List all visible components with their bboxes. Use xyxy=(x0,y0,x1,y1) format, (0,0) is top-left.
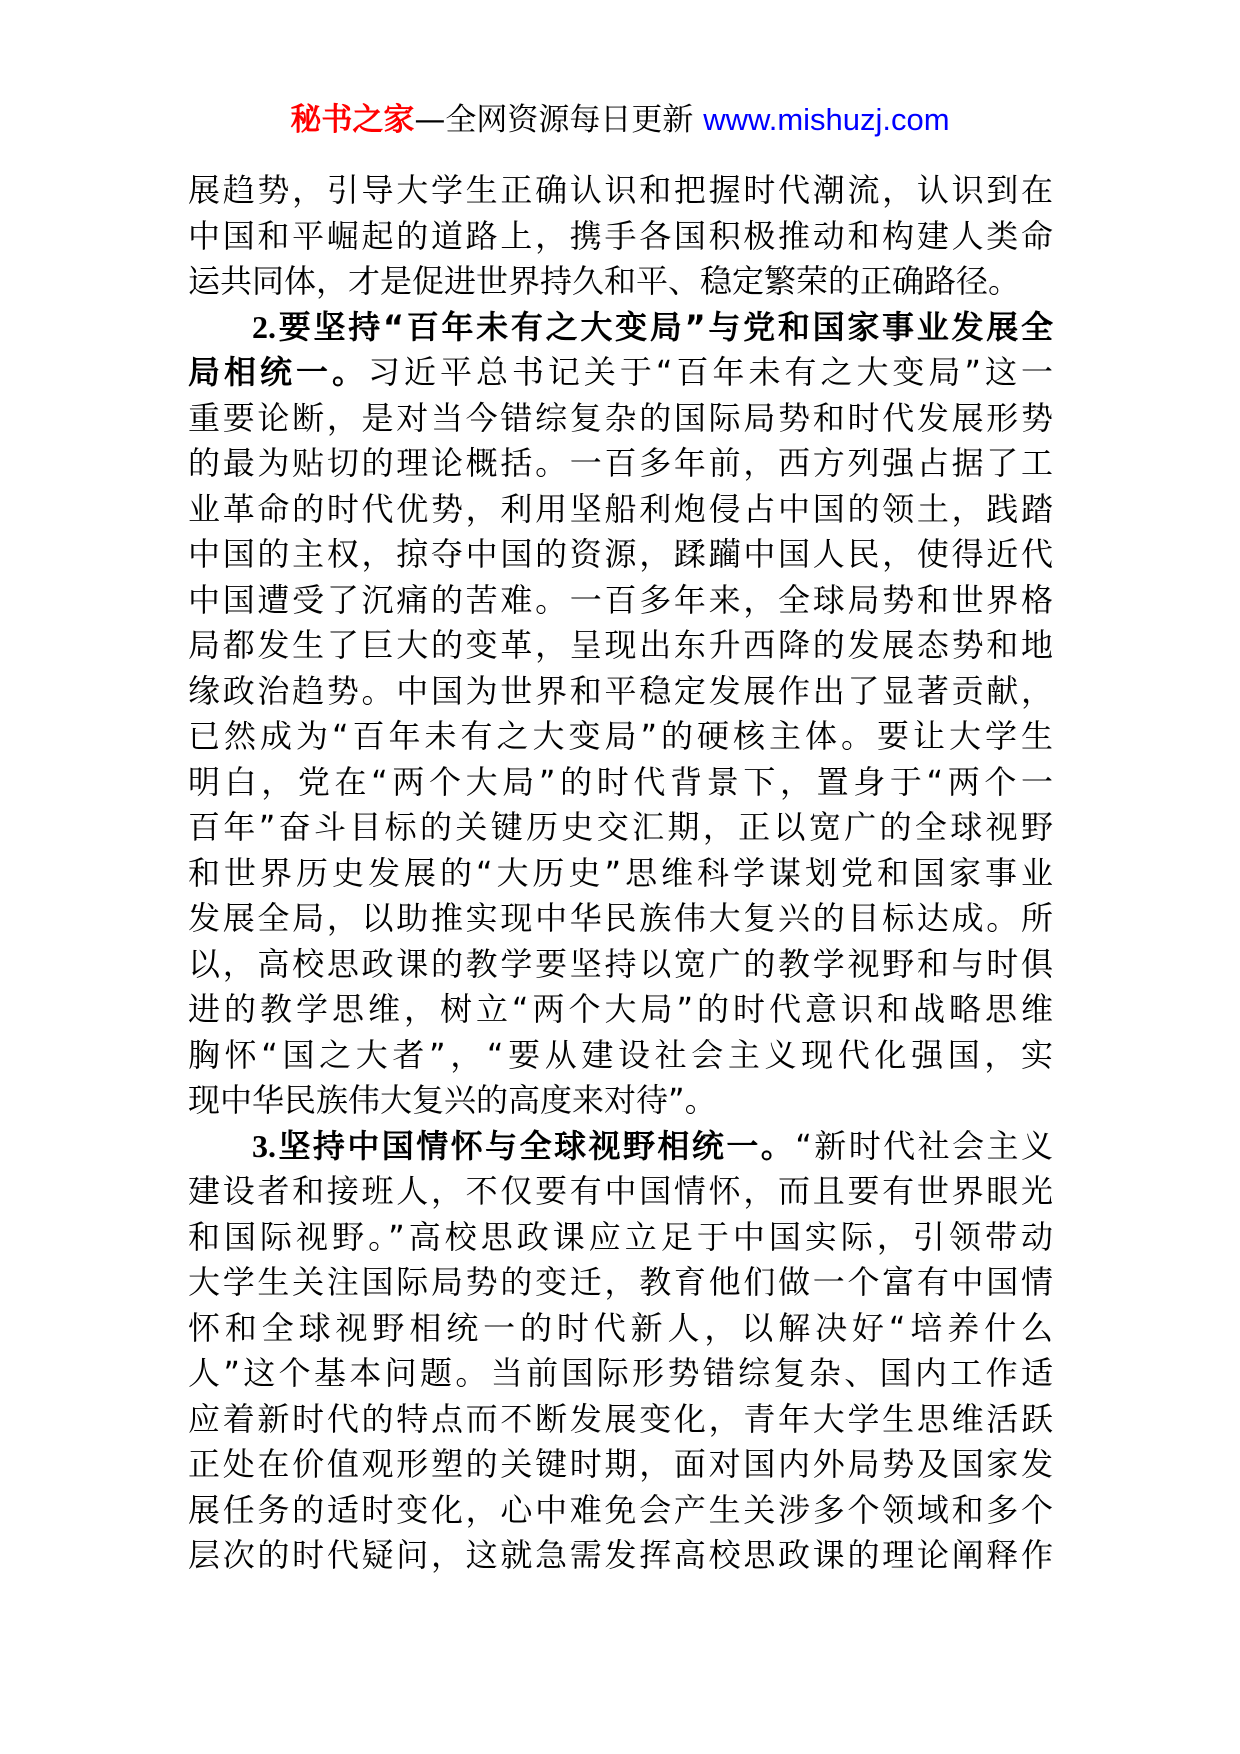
paragraph-text: 人”这个基本问题。当前国际形势错综复杂、国内工作适 xyxy=(188,1354,1053,1392)
section-heading: 要坚持“百年未有之大变局”与党和国家事业发展全 xyxy=(276,307,1053,346)
text-line xyxy=(188,1397,1053,1443)
paragraph-text: 明白，党在“两个大局”的时代背景下，置身于“两个一 xyxy=(188,762,1053,801)
paragraph-text: 的最为贴切的理论概括。一百多年前，西方列强占据了工 xyxy=(188,444,1053,482)
text-line xyxy=(188,1306,1053,1352)
text-line xyxy=(188,851,1053,897)
paragraph-text: 和国际视野。”高校思政课应立足于中国实际，引领带动 xyxy=(188,1217,1053,1256)
brand-name: 秘书之家 xyxy=(290,102,415,138)
text-line xyxy=(188,942,1053,988)
paragraph-text: 运共同体，才是促进世界持久和平、稳定繁荣的正确路径。 xyxy=(188,262,1021,300)
section-heading: 坚持中国情怀与全球视野相统一。 xyxy=(276,1126,796,1165)
paragraph-text: 怀和全球视野相统一的时代新人，以解决好“培养什么 xyxy=(188,1308,1053,1347)
text-line xyxy=(188,168,1053,214)
text-line xyxy=(188,1488,1053,1534)
text-line xyxy=(188,396,1053,442)
paragraph-text: 中国和平崛起的道路上，携手各国积极推动和构建人类命 xyxy=(188,216,1053,255)
text-line xyxy=(188,896,1053,942)
text-line xyxy=(188,714,1053,760)
document-body xyxy=(188,168,1053,1579)
paragraph-text: 局都发生了巨大的变革，呈现出东升西降的发展态势和地 xyxy=(188,626,1053,664)
text-line xyxy=(188,1078,1053,1124)
text-line xyxy=(188,1442,1053,1488)
text-line xyxy=(188,259,1053,305)
text-line xyxy=(188,1533,1053,1579)
text-line xyxy=(188,350,1053,396)
text-line xyxy=(188,669,1053,715)
paragraph-text: 习近平总书记关于“百年未有之大变局”这一 xyxy=(367,353,1053,391)
paragraph-text: 中国遭受了沉痛的苦难。一百多年来，全球局势和世界格 xyxy=(188,580,1053,619)
paragraph-text: 发展全局，以助推实现中华民族伟大复兴的目标达成。所 xyxy=(188,899,1053,937)
text-line xyxy=(188,1033,1053,1079)
text-line xyxy=(188,623,1053,669)
paragraph-text: 重要论断，是对当今错综复杂的国际局势和时代发展形势 xyxy=(188,398,1053,437)
section-number: 3. xyxy=(252,1127,276,1164)
text-line xyxy=(188,214,1053,260)
paragraph-text: 大学生关注国际局势的变迁，教育他们做一个富有中国情 xyxy=(188,1263,1053,1301)
paragraph-text: 进的教学思维，树立“两个大局”的时代意识和战略思维 xyxy=(188,990,1053,1028)
paragraph-text: 层次的时代疑问，这就急需发挥高校思政课的理论阐释作 xyxy=(188,1536,1053,1574)
paragraph-text: 已然成为“百年未有之大变局”的硬核主体。要让大学生 xyxy=(188,717,1053,755)
text-line xyxy=(188,305,1053,351)
paragraph-text: 展任务的适时变化，心中难免会产生关涉多个领域和多个 xyxy=(188,1490,1053,1529)
paragraph-text: 中国的主权，掠夺中国的资源，蹂躏中国人民，使得近代 xyxy=(188,535,1053,573)
paragraph-text: “新时代社会主义 xyxy=(795,1126,1053,1165)
text-line xyxy=(188,1169,1053,1215)
text-line xyxy=(188,487,1053,533)
text-line xyxy=(188,987,1053,1033)
text-line xyxy=(188,1260,1053,1306)
paragraph-text: 和世界历史发展的“大历史”思维科学谋划党和国家事业 xyxy=(188,853,1053,892)
paragraph-text: 应着新时代的特点而不断发展变化，青年大学生思维活跃 xyxy=(188,1399,1053,1438)
text-line xyxy=(188,532,1053,578)
text-line xyxy=(188,805,1053,851)
paragraph-text: 现中华民族伟大复兴的高度来对待”。 xyxy=(188,1081,717,1119)
paragraph-text: 正处在价值观形塑的关键时期，面对国内外局势及国家发 xyxy=(188,1445,1053,1483)
paragraph-text: 业革命的时代优势，利用坚船利炮侵占中国的领土，践踏 xyxy=(188,489,1053,528)
section-number: 2. xyxy=(252,308,276,345)
paragraph-text: 以，高校思政课的教学要坚持以宽广的教学视野和与时俱 xyxy=(188,944,1053,983)
text-line xyxy=(188,760,1053,806)
text-line xyxy=(188,578,1053,624)
paragraph-text: 缘政治趋势。中国为世界和平稳定发展作出了显著贡献， xyxy=(188,671,1053,710)
text-line xyxy=(188,1124,1053,1170)
header-tagline: —全网资源每日更新 xyxy=(414,102,694,138)
text-line xyxy=(188,441,1053,487)
site-header xyxy=(0,100,1240,140)
paragraph-text: 展趋势，引导大学生正确认识和把握时代潮流，认识到在 xyxy=(188,171,1053,209)
text-line xyxy=(188,1351,1053,1397)
section-heading: 局相统一。 xyxy=(188,353,368,391)
site-url-link[interactable]: www.mishuzj.com xyxy=(703,102,950,137)
text-line xyxy=(188,1215,1053,1261)
paragraph-text: 胸怀“国之大者”，“要从建设社会主义现代化强国，实 xyxy=(188,1035,1053,1074)
paragraph-text: 百年”奋斗目标的关键历史交汇期，正以宽广的全球视野 xyxy=(188,808,1053,846)
paragraph-text: 建设者和接班人，不仅要有中国情怀，而且要有世界眼光 xyxy=(188,1172,1053,1210)
